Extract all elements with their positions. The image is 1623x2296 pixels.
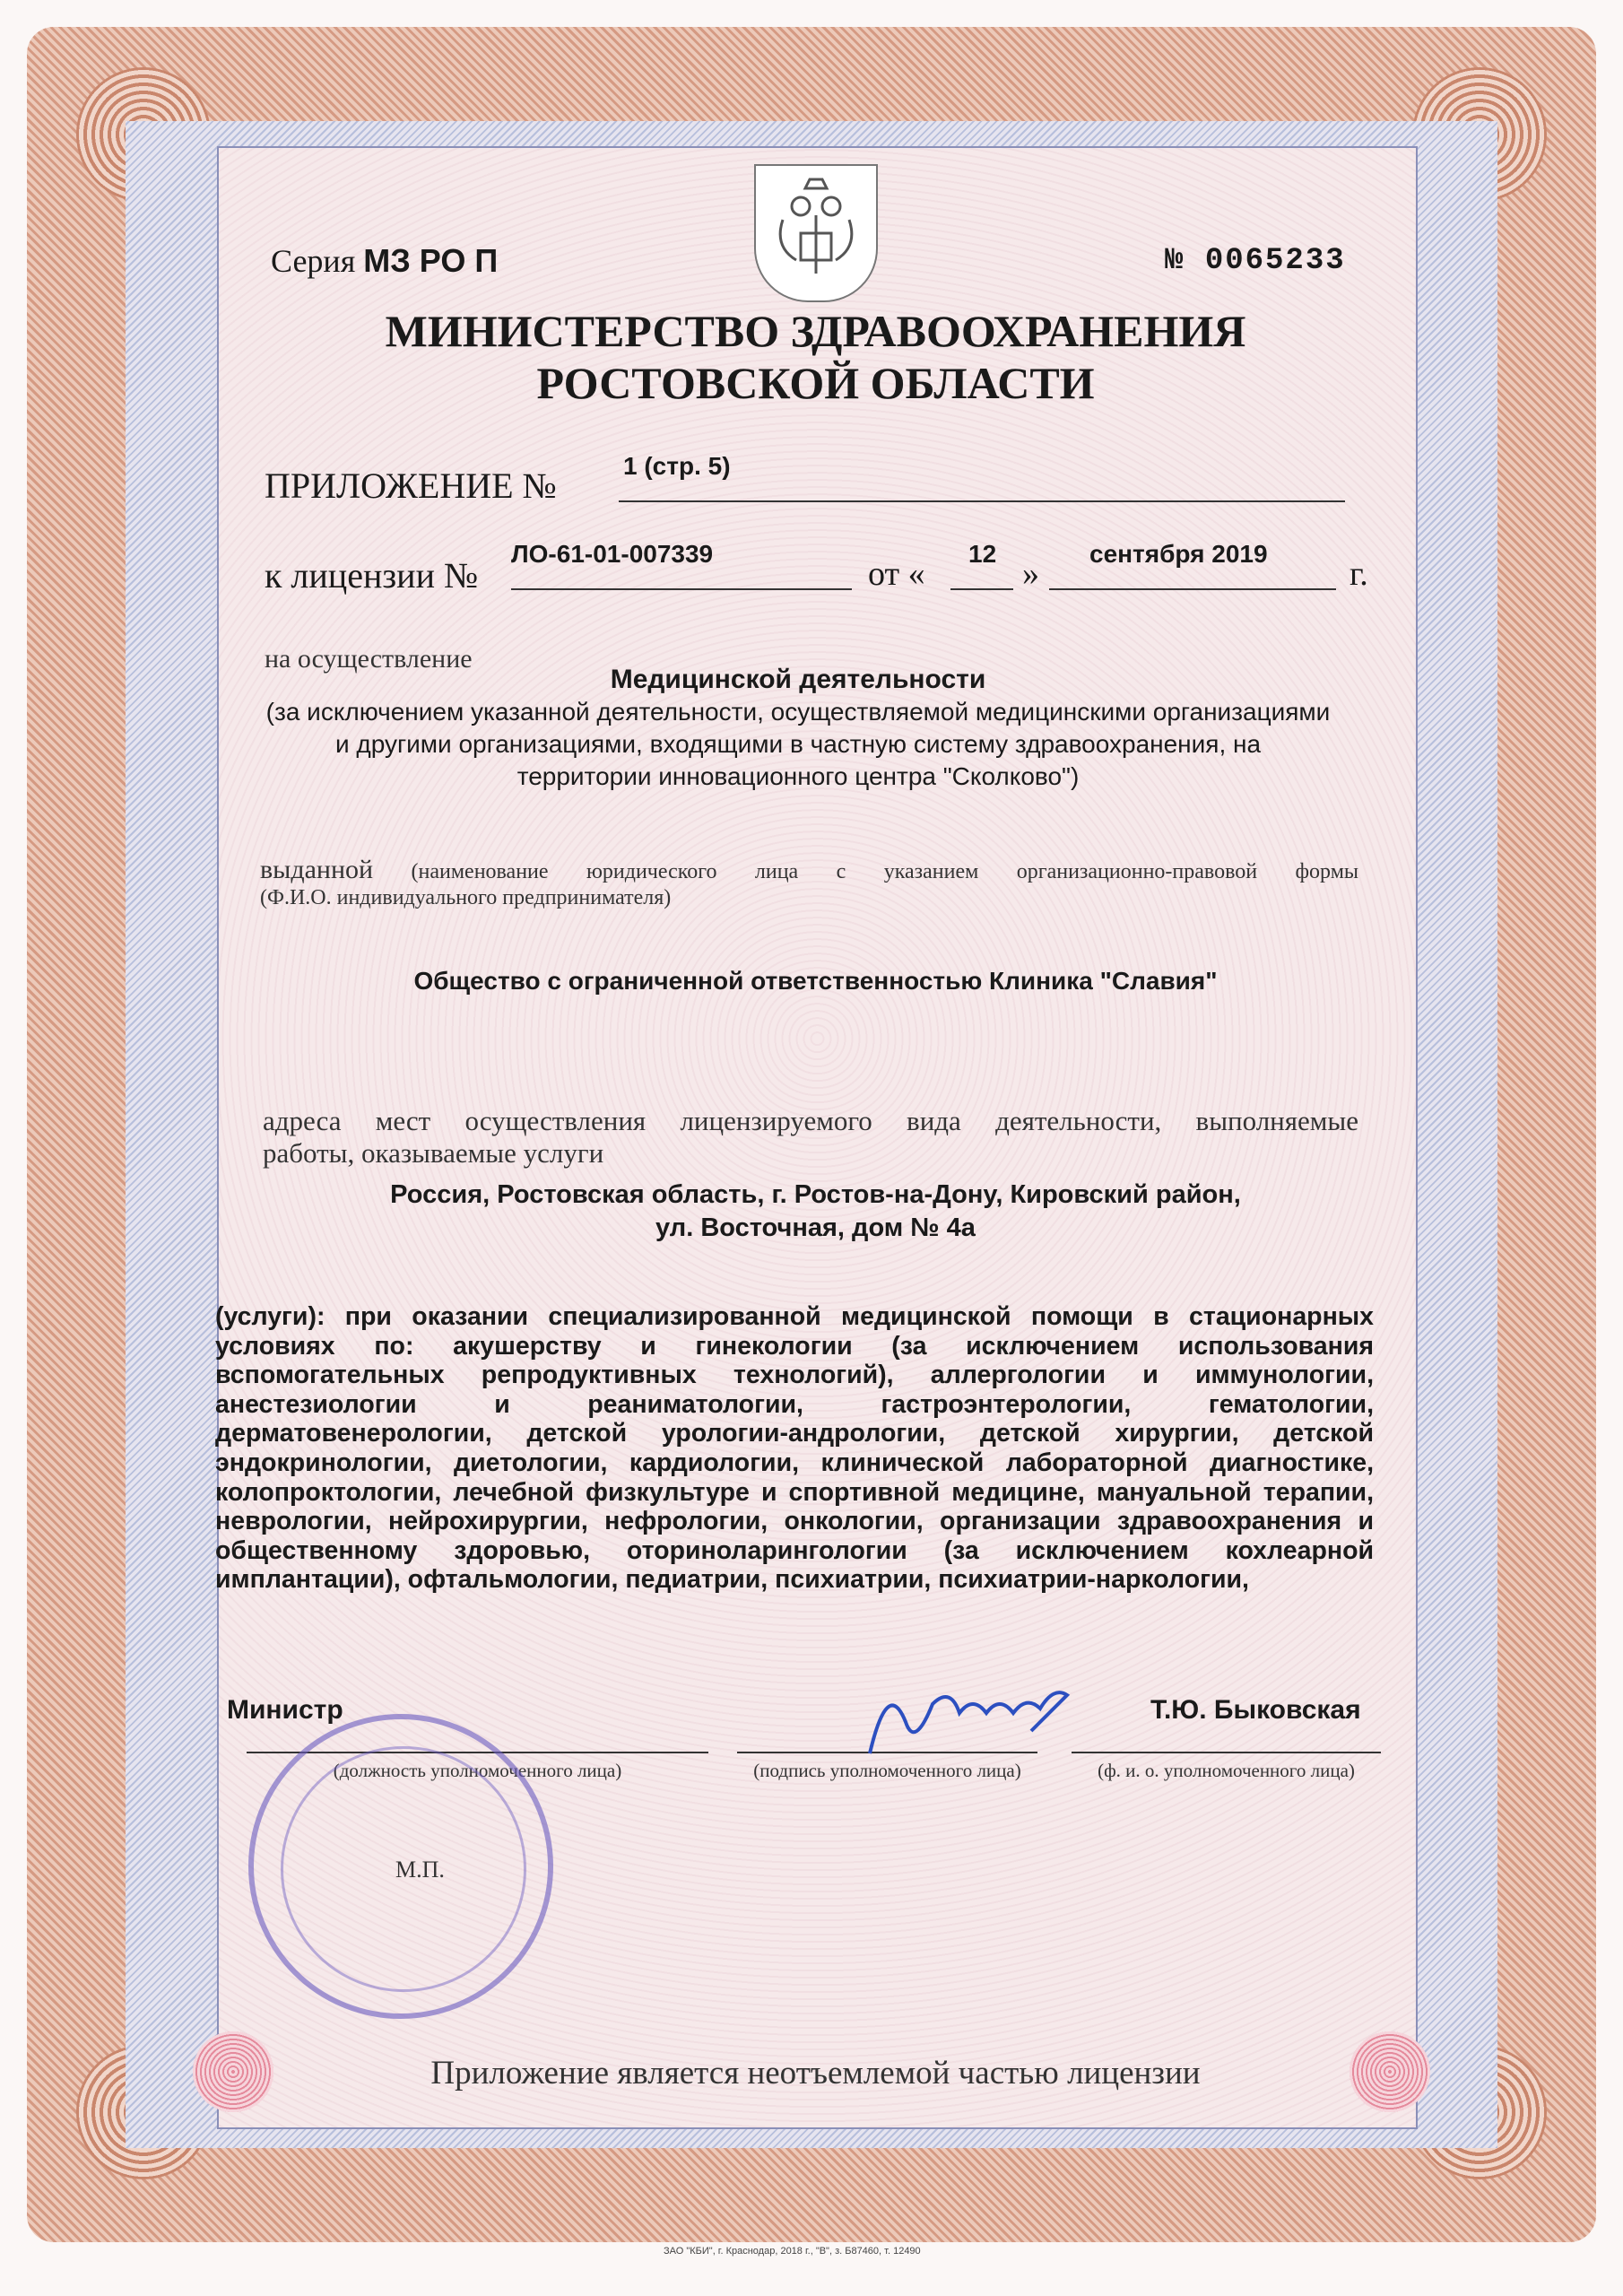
page-title xyxy=(217,305,1414,409)
license-number: ЛО-61-01-007339 xyxy=(511,540,714,568)
license-month-year: сентября 2019 xyxy=(1089,540,1268,568)
printer-imprint: ЗАО "КБИ", г. Краснодар, 2018 г., "В", з. Б87460, т. 12490 xyxy=(664,2246,921,2257)
services-list: (услуги): при оказании специализированной медицинской помощи в стационарных условиях по: акушерству и гинекологии (за исключением использования вспомогательных репродуктивных технологий), аллергологии и иммунологии, анестезиологии и реаниматологии, гастроэнтерологии, гематологии, дерматовенерологии, детской урологии-андрологии, детской хирургии, детской эндокринологии, диетологии, кардиологии, клинической лабораторной диагностике, колопроктологии, лечебной физкультуре и спортивной медицине, мануальной терапии, неврологии, нейрохирургии, нефрологии, онкологии, организации здравоохранения и общественному здоровью, оториноларингологии (за исключением кохлеарной имплантации), офтальмологии, педиатрии, психиатрии, психиатрии-наркологии, xyxy=(215,1302,1374,1595)
address-line: Россия, Ростовская область, г. Ростов-на-Дону, Кировский район, xyxy=(390,1180,1241,1209)
issued-hint-text: (наименование юридического лица с указанием организационно-правовой формы xyxy=(411,860,1359,883)
title-line: РОСТОВСКОЙ ОБЛАСТИ xyxy=(536,358,1095,408)
issued-hint xyxy=(260,857,1358,885)
title-line: МИНИСТЕРСТВО ЗДРАВООХРАНЕНИЯ xyxy=(385,306,1246,356)
address-label: работы, оказываемые услуги xyxy=(263,1137,604,1169)
year-suffix: г. xyxy=(1350,555,1368,593)
license-day: 12 xyxy=(968,540,997,568)
series-value: МЗ РО П xyxy=(363,242,499,279)
series xyxy=(271,242,498,280)
activity-note: территории инновационного центра "Сколково") xyxy=(516,762,1080,790)
seal-placeholder: М.П. xyxy=(395,1857,445,1883)
number-label: № xyxy=(1165,244,1185,278)
address-value xyxy=(217,1178,1414,1245)
issued-label: выданной xyxy=(260,855,374,884)
handwritten-signature xyxy=(852,1668,1085,1767)
close-quote: » xyxy=(1022,555,1039,593)
licensee-name: Общество с ограниченной ответственностью Клиника "Славия" xyxy=(413,967,1218,995)
activity-label: на осуществление xyxy=(265,644,473,674)
form-number xyxy=(1165,244,1346,278)
number-value: 0065233 xyxy=(1204,244,1346,278)
issued-hint-text: (Ф.И.О. индивидуального предпринимателя) xyxy=(260,886,672,909)
bottom-note: Приложение является неотъемлемой частью лицензии xyxy=(430,2055,1201,2092)
series-label: Серия xyxy=(271,243,356,279)
activity-note: и другими организациями, входящими в частную систему здравоохранения, на xyxy=(334,730,1262,758)
appendix-label: ПРИЛОЖЕНИЕ № xyxy=(265,465,557,506)
date-from-label: от « xyxy=(868,555,925,593)
name-caption: (ф. и. о. уполномоченного лица) xyxy=(1098,1760,1355,1781)
appendix-value: 1 (стр. 5) xyxy=(623,452,731,480)
double-headed-eagle-icon xyxy=(756,166,876,300)
license-label: к лицензии № xyxy=(265,555,479,596)
coat-of-arms-emblem xyxy=(754,164,878,302)
address-label: адреса мест осуществления лицензируемого вида деятельности, выполняемые xyxy=(263,1105,1358,1136)
address-line: ул. Восточная, дом № 4а xyxy=(655,1213,976,1242)
activity-name: Медицинской деятельности xyxy=(610,665,986,694)
signature-caption: (подпись уполномоченного лица) xyxy=(753,1760,1021,1781)
signatory-name: Т.Ю. Быковская xyxy=(1150,1695,1361,1725)
activity-block xyxy=(206,664,1390,793)
activity-note: (за исключением указанной деятельности, осуществляемой медицинскими организациями xyxy=(265,698,1331,726)
signatory-position: Министр xyxy=(227,1695,343,1725)
position-caption: (должность уполномоченного лица) xyxy=(333,1760,622,1781)
